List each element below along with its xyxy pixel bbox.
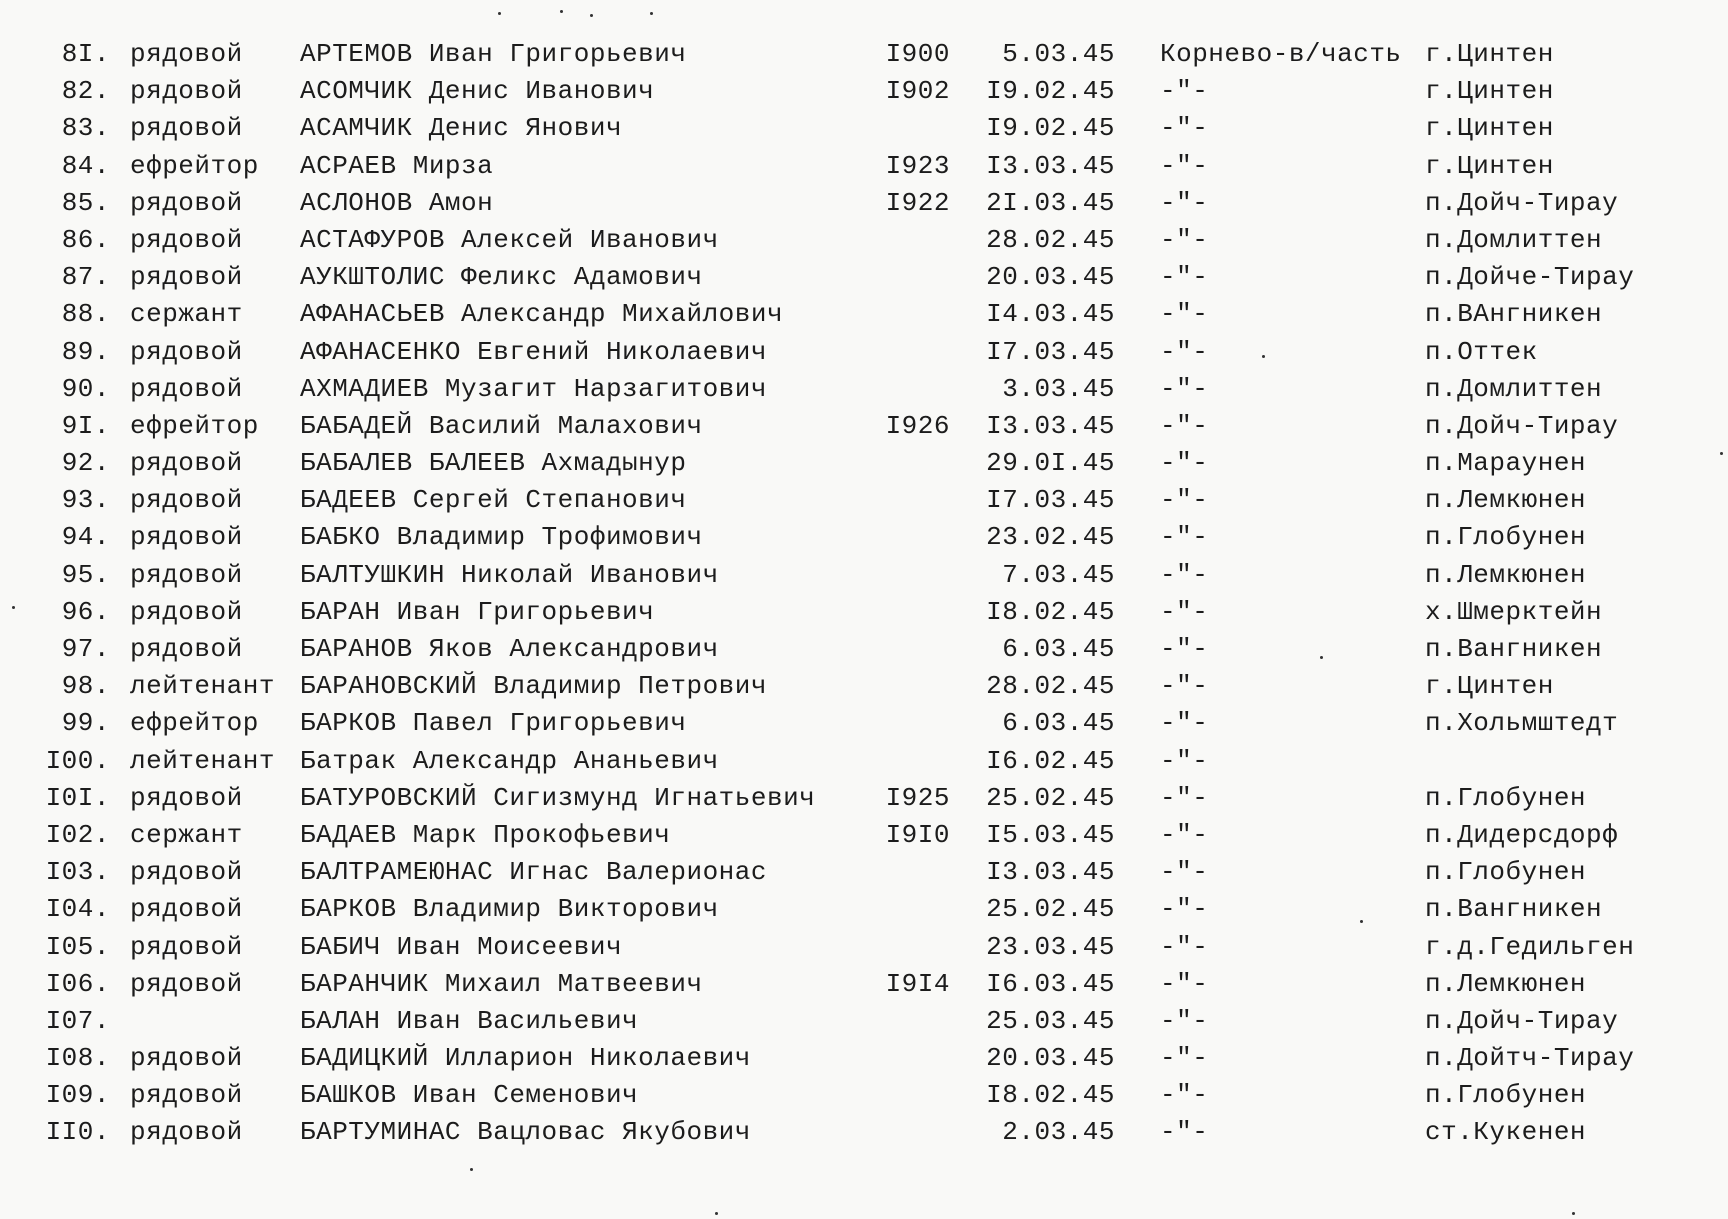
roster-row <box>0 1040 1728 1077</box>
roster-date: 28.02.45 <box>986 224 1115 255</box>
roster-num: 97. <box>61 634 110 664</box>
roster-rank: ефрейтор <box>130 708 259 739</box>
roster-rank: рядовой <box>130 1043 243 1074</box>
roster-place: п.Дидерсдорф <box>1425 819 1619 850</box>
roster-place: п.ВАнгникен <box>1425 299 1603 330</box>
roster-rank: рядовой <box>130 857 243 888</box>
scan-speck <box>470 1168 473 1171</box>
roster-row <box>0 371 1728 408</box>
roster-row <box>0 36 1728 73</box>
roster-date: 6.03.45 <box>1002 634 1115 664</box>
roster-place: г.Цинтен <box>1425 671 1554 702</box>
roster-name: БАЛТРАМЕЮНАС Игнас Валерионас <box>300 857 767 888</box>
roster-row <box>0 817 1728 854</box>
roster-place: п.Вангникен <box>1425 894 1603 925</box>
scan-speck <box>715 1212 718 1215</box>
roster-rank: ефрейтор <box>130 150 259 181</box>
roster-unit: -"- <box>1160 559 1209 590</box>
roster-rank: рядовой <box>130 262 243 293</box>
roster-row <box>0 1114 1728 1151</box>
roster-row <box>0 557 1728 594</box>
roster-unit: -"- <box>1160 373 1209 404</box>
roster-rank: рядовой <box>130 224 243 255</box>
roster-row <box>0 854 1728 891</box>
roster-date: 28.02.45 <box>986 671 1115 702</box>
roster-date: I8.02.45 <box>986 596 1115 627</box>
roster-num: 82. <box>61 76 110 107</box>
roster-name: Батрак Александр Ананьевич <box>300 745 719 776</box>
roster-rank: рядовой <box>130 522 243 553</box>
roster-name: АСРАЕВ Мирза <box>300 150 494 181</box>
roster-unit: -"- <box>1160 931 1209 962</box>
roster-unit: -"- <box>1160 150 1209 181</box>
roster-name: АСЛОНОВ Амон <box>300 187 494 218</box>
roster-date: I4.03.45 <box>986 299 1115 330</box>
roster-place: п.Домлиттен <box>1425 224 1603 255</box>
roster-year: I902 <box>885 76 950 107</box>
roster-date: I3.03.45 <box>986 410 1115 441</box>
roster-unit: -"- <box>1160 448 1209 479</box>
roster-unit: -"- <box>1160 819 1209 850</box>
roster-year: I9I0 <box>885 819 950 850</box>
scan-speck <box>1572 1212 1575 1215</box>
roster-num: I07. <box>45 1005 110 1036</box>
roster-row <box>0 519 1728 556</box>
roster-rank: сержант <box>130 819 243 850</box>
roster-date: 20.03.45 <box>986 262 1115 293</box>
roster-place: п.Лемкюнен <box>1425 968 1587 999</box>
roster-date: I5.03.45 <box>986 819 1115 850</box>
roster-unit: -"- <box>1160 299 1209 330</box>
roster-date: I9.02.45 <box>986 113 1115 144</box>
roster-unit: -"- <box>1160 187 1209 218</box>
roster-date: 7.03.45 <box>1002 559 1115 590</box>
roster-num: 88. <box>61 299 110 330</box>
roster-num: 99. <box>61 708 110 739</box>
roster-num: I00. <box>45 745 110 776</box>
roster-unit: Корнево-в/часть <box>1160 39 1402 69</box>
roster-unit: -"- <box>1160 410 1209 441</box>
roster-date: I9.02.45 <box>986 76 1115 107</box>
roster-unit: -"- <box>1160 485 1209 516</box>
roster-row <box>0 110 1728 147</box>
scan-speck <box>1360 920 1363 923</box>
roster-name: АУКШТОЛИС Феликс Адамович <box>300 262 703 293</box>
roster-rank: лейтенант <box>130 745 275 776</box>
roster-num: I08. <box>45 1043 110 1074</box>
scan-speck <box>498 12 501 15</box>
roster-place: г.Цинтен <box>1425 150 1554 181</box>
roster-name: БАРТУМИНАС Вацловас Якубович <box>300 1117 751 1148</box>
roster-rank: рядовой <box>130 782 243 813</box>
roster-rank: рядовой <box>130 448 243 479</box>
roster-rank: рядовой <box>130 634 243 664</box>
scan-speck <box>1320 656 1323 659</box>
roster-place: п.Лемкюнен <box>1425 485 1587 516</box>
roster-row <box>0 743 1728 780</box>
roster-name: БАДАЕВ Марк Прокофьевич <box>300 819 671 850</box>
roster-num: 93. <box>61 485 110 516</box>
roster-name: БАРАНОВСКИЙ Владимир Петрович <box>300 671 767 702</box>
roster-year: I900 <box>885 39 950 69</box>
roster-rank: рядовой <box>130 373 243 404</box>
roster-date: I6.03.45 <box>986 968 1115 999</box>
roster-rank: ефрейтор <box>130 410 259 441</box>
roster-place: г.Цинтен <box>1425 113 1554 144</box>
roster-place: п.Мараунен <box>1425 448 1587 479</box>
roster-unit: -"- <box>1160 596 1209 627</box>
roster-num: I02. <box>45 819 110 850</box>
roster-place: п.Дойч-Тирау <box>1425 1005 1619 1036</box>
roster-row <box>0 929 1728 966</box>
roster-year: I922 <box>885 187 950 218</box>
roster-num: 89. <box>61 336 110 367</box>
roster-place: п.Дойтч-Тирау <box>1425 1043 1635 1074</box>
roster-row <box>0 482 1728 519</box>
roster-year: I9I4 <box>885 968 950 999</box>
roster-num: I05. <box>45 931 110 962</box>
roster-place: п.Дойч-Тирау <box>1425 187 1619 218</box>
roster-row <box>0 73 1728 110</box>
roster-unit: -"- <box>1160 522 1209 553</box>
roster-place: г.Цинтен <box>1425 39 1554 69</box>
roster-num: I04. <box>45 894 110 925</box>
roster-rank: рядовой <box>130 1117 243 1148</box>
roster-row <box>0 185 1728 222</box>
roster-unit: -"- <box>1160 224 1209 255</box>
burial-roster <box>0 36 1728 1152</box>
roster-row <box>0 148 1728 185</box>
roster-rank: рядовой <box>130 187 243 218</box>
roster-rank: рядовой <box>130 931 243 962</box>
roster-num: 87. <box>61 262 110 293</box>
roster-date: 25.03.45 <box>986 1005 1115 1036</box>
roster-place: п.Хольмштедт <box>1425 708 1619 739</box>
roster-date: 2I.03.45 <box>986 187 1115 218</box>
roster-place: п.Глобунен <box>1425 522 1587 553</box>
roster-place: п.Домлиттен <box>1425 373 1603 404</box>
roster-num: 85. <box>61 187 110 218</box>
roster-unit: -"- <box>1160 745 1209 776</box>
roster-rank: рядовой <box>130 968 243 999</box>
roster-date: 25.02.45 <box>986 894 1115 925</box>
roster-rank: сержант <box>130 299 243 330</box>
roster-num: 83. <box>61 113 110 144</box>
roster-num: I06. <box>45 968 110 999</box>
roster-place: п.Лемкюнен <box>1425 559 1587 590</box>
roster-place: г.д.Гедильген <box>1425 931 1635 962</box>
roster-num: 90. <box>61 373 110 404</box>
roster-rank: рядовой <box>130 559 243 590</box>
roster-place: п.Глобунен <box>1425 1080 1587 1111</box>
roster-date: 6.03.45 <box>1002 708 1115 739</box>
roster-date: 29.0I.45 <box>986 448 1115 479</box>
roster-date: 23.02.45 <box>986 522 1115 553</box>
roster-row <box>0 966 1728 1003</box>
roster-row <box>0 296 1728 333</box>
roster-rank: рядовой <box>130 336 243 367</box>
roster-row <box>0 668 1728 705</box>
roster-date: 2.03.45 <box>1002 1117 1115 1148</box>
roster-place: п.Оттек <box>1425 336 1538 367</box>
roster-num: 95. <box>61 559 110 590</box>
roster-num: 98. <box>61 671 110 702</box>
roster-name: БАБАДЕЙ Василий Малахович <box>300 410 703 441</box>
roster-num: 94. <box>61 522 110 553</box>
roster-row <box>0 631 1728 668</box>
roster-unit: -"- <box>1160 1117 1209 1148</box>
roster-name: АСАМЧИК Денис Янович <box>300 113 623 144</box>
roster-rank: рядовой <box>130 894 243 925</box>
roster-row <box>0 705 1728 742</box>
roster-unit: -"- <box>1160 336 1209 367</box>
roster-rank: рядовой <box>130 485 243 516</box>
roster-date: I6.02.45 <box>986 745 1115 776</box>
roster-date: I3.03.45 <box>986 150 1115 181</box>
roster-place: п.Глобунен <box>1425 782 1587 813</box>
roster-row <box>0 334 1728 371</box>
roster-unit: -"- <box>1160 262 1209 293</box>
roster-num: I03. <box>45 857 110 888</box>
roster-place: п.Дойче-Тирау <box>1425 262 1635 293</box>
roster-rank: рядовой <box>130 113 243 144</box>
roster-place: г.Цинтен <box>1425 76 1554 107</box>
roster-unit: -"- <box>1160 894 1209 925</box>
roster-rank: рядовой <box>130 76 243 107</box>
roster-date: 20.03.45 <box>986 1043 1115 1074</box>
roster-row <box>0 222 1728 259</box>
roster-row <box>0 1077 1728 1114</box>
roster-unit: -"- <box>1160 671 1209 702</box>
roster-unit: -"- <box>1160 1043 1209 1074</box>
roster-name: БАШКОВ Иван Семенович <box>300 1080 639 1111</box>
roster-place: п.Вангникен <box>1425 634 1603 664</box>
roster-date: 3.03.45 <box>1002 373 1115 404</box>
roster-name: АСОМЧИК Денис Иванович <box>300 76 655 107</box>
roster-name: БАРАНОВ Яков Александрович <box>300 634 719 664</box>
roster-name: БАРКОВ Павел Григорьевич <box>300 708 687 739</box>
roster-unit: -"- <box>1160 634 1209 664</box>
roster-num: II0. <box>45 1117 110 1148</box>
roster-num: 92. <box>61 448 110 479</box>
roster-year: I923 <box>885 150 950 181</box>
roster-date: I7.03.45 <box>986 485 1115 516</box>
roster-place: ст.Кукенен <box>1425 1117 1587 1148</box>
roster-unit: -"- <box>1160 1005 1209 1036</box>
roster-name: АФАНАСЬЕВ Александр Михайлович <box>300 299 784 330</box>
roster-num: 84. <box>61 150 110 181</box>
roster-name: БАДЕЕВ Сергей Степанович <box>300 485 687 516</box>
roster-year: I925 <box>885 782 950 813</box>
roster-row <box>0 445 1728 482</box>
roster-rank: рядовой <box>130 596 243 627</box>
roster-num: 96. <box>61 596 110 627</box>
roster-name: БАРАН Иван Григорьевич <box>300 596 655 627</box>
roster-rank: лейтенант <box>130 671 275 702</box>
roster-unit: -"- <box>1160 1080 1209 1111</box>
roster-num: 8I. <box>61 39 110 69</box>
roster-row <box>0 780 1728 817</box>
roster-rank: рядовой <box>130 1080 243 1111</box>
roster-row <box>0 408 1728 445</box>
roster-unit: -"- <box>1160 708 1209 739</box>
roster-date: 25.02.45 <box>986 782 1115 813</box>
roster-date: I8.02.45 <box>986 1080 1115 1111</box>
roster-row <box>0 1003 1728 1040</box>
roster-unit: -"- <box>1160 76 1209 107</box>
scan-speck <box>590 14 593 17</box>
roster-num: 9I. <box>61 410 110 441</box>
roster-name: АХМАДИЕВ Музагит Нарзагитович <box>300 373 767 404</box>
roster-row <box>0 891 1728 928</box>
roster-place: п.Дойч-Тирау <box>1425 410 1619 441</box>
scan-speck <box>650 12 653 15</box>
roster-name: БАЛАН Иван Васильевич <box>300 1005 639 1036</box>
roster-name: БАБАЛЕВ БАЛЕЕВ Ахмадынур <box>300 448 687 479</box>
scan-speck <box>1720 452 1723 455</box>
roster-name: БАРКОВ Владимир Викторович <box>300 894 719 925</box>
scan-speck <box>560 10 563 13</box>
roster-date: I7.03.45 <box>986 336 1115 367</box>
roster-name: БАРАНЧИК Михаил Матвеевич <box>300 968 703 999</box>
roster-num: 86. <box>61 224 110 255</box>
roster-name: БАТУРОВСКИЙ Сигизмунд Игнатьевич <box>300 782 816 813</box>
roster-date: 23.03.45 <box>986 931 1115 962</box>
roster-num: I0I. <box>45 782 110 813</box>
roster-name: БАЛТУШКИН Николай Иванович <box>300 559 719 590</box>
roster-row <box>0 259 1728 296</box>
roster-num: I09. <box>45 1080 110 1111</box>
roster-name: БАДИЦКИЙ Илларион Николаевич <box>300 1043 751 1074</box>
roster-date: 5.03.45 <box>1002 39 1115 69</box>
scan-speck <box>12 606 15 609</box>
roster-name: АРТЕМОВ Иван Григорьевич <box>300 39 687 69</box>
roster-date: I3.03.45 <box>986 857 1115 888</box>
roster-year: I926 <box>885 410 950 441</box>
roster-place: х.Шмерктейн <box>1425 596 1603 627</box>
roster-unit: -"- <box>1160 113 1209 144</box>
roster-unit: -"- <box>1160 782 1209 813</box>
scan-speck <box>1262 355 1265 358</box>
roster-row <box>0 594 1728 631</box>
roster-place: п.Глобунен <box>1425 857 1587 888</box>
roster-unit: -"- <box>1160 968 1209 999</box>
roster-name: АФАНАСЕНКО Евгений Николаевич <box>300 336 767 367</box>
roster-name: АСТАФУРОВ Алексей Иванович <box>300 224 719 255</box>
roster-name: БАБИЧ Иван Моисеевич <box>300 931 623 962</box>
roster-unit: -"- <box>1160 857 1209 888</box>
roster-rank: рядовой <box>130 39 243 69</box>
roster-name: БАБКО Владимир Трофимович <box>300 522 703 553</box>
